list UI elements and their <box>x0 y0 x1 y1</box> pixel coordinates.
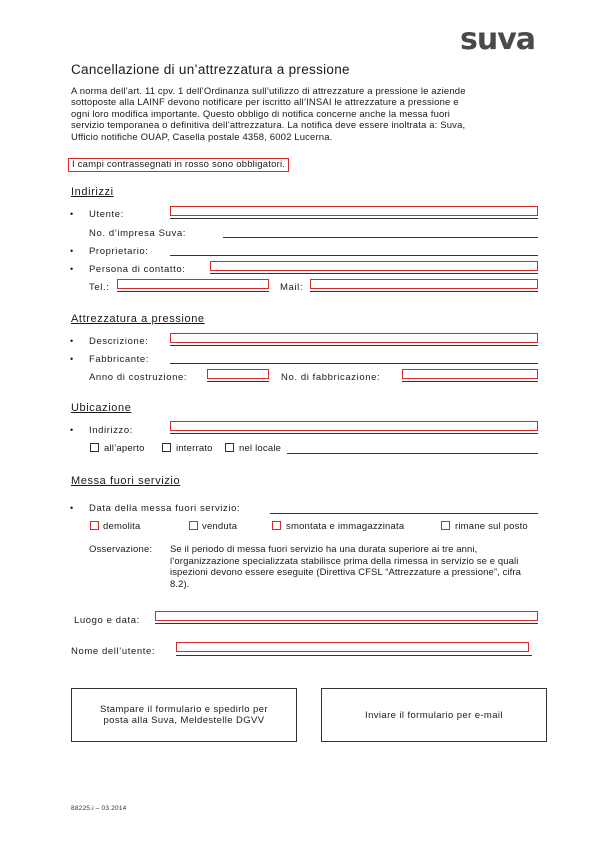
numero-underline <box>402 381 538 382</box>
label-contatto: Persona di contatto: <box>89 264 186 275</box>
mandatory-note: I campi contrassegnati in rosso sono obbligatori. <box>68 158 289 172</box>
bullet: • <box>70 246 74 256</box>
proprietario-field[interactable] <box>170 255 538 256</box>
luogo-field[interactable] <box>155 611 538 621</box>
descrizione-underline <box>170 345 538 346</box>
label-utente: Utente: <box>89 209 124 220</box>
label-interrato: interrato <box>176 443 213 454</box>
label-rimane: rimane sul posto <box>455 521 528 532</box>
section-ubicazione: Ubicazione <box>71 402 132 414</box>
checkbox-aperto[interactable] <box>90 443 99 452</box>
checkbox-demolita[interactable] <box>90 521 99 530</box>
contatto-underline <box>210 273 538 274</box>
numero-field[interactable] <box>402 369 538 379</box>
label-tel: Tel.: <box>89 282 110 293</box>
contatto-field[interactable] <box>210 261 538 271</box>
luogo-underline <box>155 623 538 624</box>
descrizione-field[interactable] <box>170 333 538 343</box>
label-locale: nel locale <box>239 443 282 454</box>
form-code: 88225.i – 03.2014 <box>71 805 127 812</box>
mail-underline <box>310 291 538 292</box>
label-impresa: No. d’impresa Suva: <box>89 228 186 239</box>
label-aperto: all’aperto <box>104 443 145 454</box>
impresa-field[interactable] <box>223 237 538 238</box>
label-indirizzo: Indirizzo: <box>89 425 134 436</box>
nome-field[interactable] <box>176 642 529 652</box>
label-luogo: Luogo e data: <box>74 615 140 626</box>
label-smontata: smontata e immagazzinata <box>286 521 405 532</box>
checkbox-interrato[interactable] <box>162 443 171 452</box>
label-mail: Mail: <box>280 282 304 293</box>
checkbox-locale[interactable] <box>225 443 234 452</box>
bullet: • <box>70 425 74 435</box>
anno-field[interactable] <box>207 369 269 379</box>
section-indirizzi: Indirizzi <box>71 186 114 198</box>
locale-field[interactable] <box>287 453 538 454</box>
form-title: Cancellazione di un’attrezzatura a pressione <box>71 62 350 77</box>
print-button[interactable] <box>71 688 297 742</box>
section-attrezzatura: Attrezzatura a pressione <box>71 313 205 325</box>
checkbox-smontata[interactable] <box>272 521 281 530</box>
suva-logo: suva <box>460 22 536 57</box>
label-demolita: demolita <box>103 521 141 532</box>
label-numero: No. di fabbricazione: <box>281 372 381 383</box>
bullet: • <box>70 336 74 346</box>
fabbricante-field[interactable] <box>170 363 538 364</box>
tel-field[interactable] <box>117 279 269 289</box>
label-proprietario: Proprietario: <box>89 246 149 257</box>
label-fabbricante: Fabbricante: <box>89 354 150 365</box>
tel-underline <box>117 291 269 292</box>
checkbox-rimane[interactable] <box>441 521 450 530</box>
mail-field[interactable] <box>310 279 538 289</box>
bullet: • <box>70 264 74 274</box>
anno-underline <box>207 381 269 382</box>
bullet: • <box>70 503 74 513</box>
email-button-label: Inviare il formulario per e-mail <box>365 709 503 721</box>
indirizzo-field[interactable] <box>170 421 538 431</box>
label-venduta: venduta <box>202 521 238 532</box>
utente-field[interactable] <box>170 206 538 216</box>
data-field[interactable] <box>270 513 538 514</box>
osservazione-text: Se il periodo di messa fuori servizio ha una durata superiore ai tre anni, l’organizzazione specializzata stabilisce prima della rimessa in servizio se e quali ispezioni devono essere eseguite (Direttiva CFSL “Attrezzature a pressione”, cifra 8.2). <box>170 544 522 590</box>
bullet: • <box>70 354 74 364</box>
label-nome: Nome dell’utente: <box>71 646 156 657</box>
label-osservazione: Osservazione: <box>89 544 153 555</box>
print-button-label: Stampare il formulario e spedirlo per posta alla Suva, Meldestelle DGVV <box>100 704 268 726</box>
label-data: Data della messa fuori servizio: <box>89 503 241 514</box>
nome-underline <box>176 655 532 656</box>
label-anno: Anno di costruzione: <box>89 372 188 383</box>
label-descrizione: Descrizione: <box>89 336 149 347</box>
indirizzo-underline <box>170 433 538 434</box>
bullet: • <box>70 209 74 219</box>
section-messa: Messa fuori servizio <box>71 475 181 487</box>
email-button[interactable] <box>321 688 547 742</box>
intro-text: A norma dell’art. 11 cpv. 1 dell’Ordinanza sull’utilizzo di attrezzature a pressione le aziende sottoposte alla LAINF devono notificare per iscritto all’INSAI le attrezzature a pressione e ogni loro modifica importante. Questo obbligo di notifica concerne anche la messa fuori servizio temporanea o definitiva dell’attrezzatura. La notifica deve essere inoltrata a: Suva, Ufficio notifiche OUAP, Casella postale 4358, 6002 Lucerna. <box>71 86 466 143</box>
utente-underline <box>170 218 538 219</box>
checkbox-venduta[interactable] <box>189 521 198 530</box>
